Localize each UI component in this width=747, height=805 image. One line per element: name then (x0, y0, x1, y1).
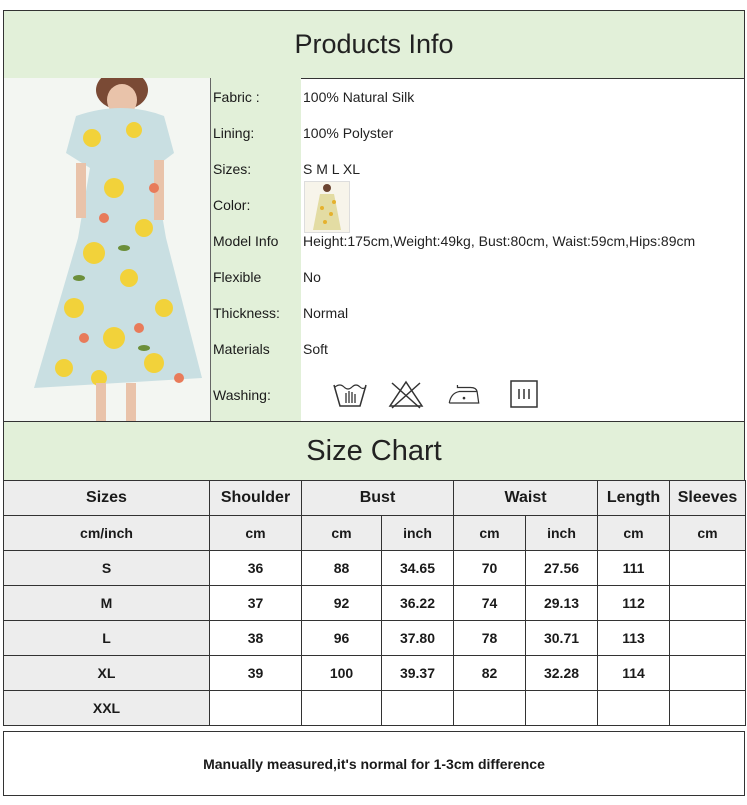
flexible-value: No (303, 269, 321, 285)
unit-cell: cm (670, 516, 746, 551)
washing-label: Washing: (213, 387, 271, 403)
model-info-label: Model Info (213, 233, 279, 249)
value-cell: 70 (454, 551, 526, 586)
unit-cell: cm/inch (4, 516, 210, 551)
products-info-title: Products Info (3, 10, 745, 79)
value-cell (210, 691, 302, 726)
value-cell (526, 691, 598, 726)
size-cell: XL (4, 656, 210, 691)
table-row (4, 656, 746, 691)
header-bust: Bust (302, 481, 454, 516)
lining-value: 100% Polyster (303, 125, 394, 141)
color-swatch-thumbnail (304, 181, 350, 233)
lining-label: Lining: (213, 125, 255, 141)
value-cell: 92 (302, 586, 382, 621)
tumble-dry-icon (507, 379, 543, 409)
header-sizes: Sizes (4, 481, 210, 516)
value-cell (670, 621, 746, 656)
size-cell: XXL (4, 691, 210, 726)
value-cell (670, 586, 746, 621)
unit-cell: inch (526, 516, 598, 551)
size-chart-table (3, 480, 746, 726)
do-not-bleach-icon (388, 379, 424, 409)
value-cell: 74 (454, 586, 526, 621)
unit-cell: inch (382, 516, 454, 551)
value-cell: 39.37 (382, 656, 454, 691)
value-cell: 82 (454, 656, 526, 691)
measurement-note: Manually measured,it's normal for 1-3cm difference (3, 731, 745, 796)
value-cell: 112 (598, 586, 670, 621)
header-shoulder: Shoulder (210, 481, 302, 516)
header-length: Length (598, 481, 670, 516)
value-cell: 78 (454, 621, 526, 656)
unit-cell: cm (598, 516, 670, 551)
table-row (4, 691, 746, 726)
size-chart-title: Size Chart (3, 421, 745, 481)
size-chart-units-row (4, 516, 746, 551)
materials-value: Soft (303, 341, 328, 357)
value-cell: 114 (598, 656, 670, 691)
model-info-value: Height:175cm,Weight:49kg, Bust:80cm, Waist:59cm,Hips:89cm (303, 233, 696, 249)
value-cell (598, 691, 670, 726)
value-cell: 37 (210, 586, 302, 621)
hand-wash-icon (332, 379, 368, 409)
value-cell: 36.22 (382, 586, 454, 621)
value-cell: 38 (210, 621, 302, 656)
value-cell: 37.80 (382, 621, 454, 656)
value-cell (670, 656, 746, 691)
flexible-label: Flexible (213, 269, 262, 285)
value-cell: 39 (210, 656, 302, 691)
value-cell: 88 (302, 551, 382, 586)
unit-cell: cm (210, 516, 302, 551)
size-cell: S (4, 551, 210, 586)
value-cell (454, 691, 526, 726)
value-cell: 36 (210, 551, 302, 586)
sizes-label: Sizes: (213, 161, 252, 177)
table-row (4, 551, 746, 586)
materials-label: Materials (213, 341, 270, 357)
table-row (4, 586, 746, 621)
value-cell (670, 551, 746, 586)
color-label: Color: (213, 197, 251, 213)
value-cell: 34.65 (382, 551, 454, 586)
size-chart-header-row (4, 481, 746, 516)
value-cell: 100 (302, 656, 382, 691)
header-waist: Waist (454, 481, 598, 516)
model-photo (4, 78, 211, 421)
fabric-label: Fabric : (213, 89, 260, 105)
unit-cell: cm (302, 516, 382, 551)
iron-low-heat-icon (446, 379, 482, 409)
value-cell (670, 691, 746, 726)
value-cell: 32.28 (526, 656, 598, 691)
value-cell: 30.71 (526, 621, 598, 656)
sizes-value: S M L XL (303, 161, 361, 177)
fabric-value: 100% Natural Silk (303, 89, 415, 105)
value-cell: 113 (598, 621, 670, 656)
size-cell: M (4, 586, 210, 621)
thickness-label: Thickness: (213, 305, 280, 321)
value-cell (302, 691, 382, 726)
size-cell: L (4, 621, 210, 656)
table-row (4, 621, 746, 656)
value-cell: 27.56 (526, 551, 598, 586)
unit-cell: cm (454, 516, 526, 551)
value-cell: 111 (598, 551, 670, 586)
thickness-value: Normal (303, 305, 349, 321)
value-cell: 96 (302, 621, 382, 656)
value-cell: 29.13 (526, 586, 598, 621)
value-cell (382, 691, 454, 726)
header-sleeves: Sleeves (670, 481, 746, 516)
